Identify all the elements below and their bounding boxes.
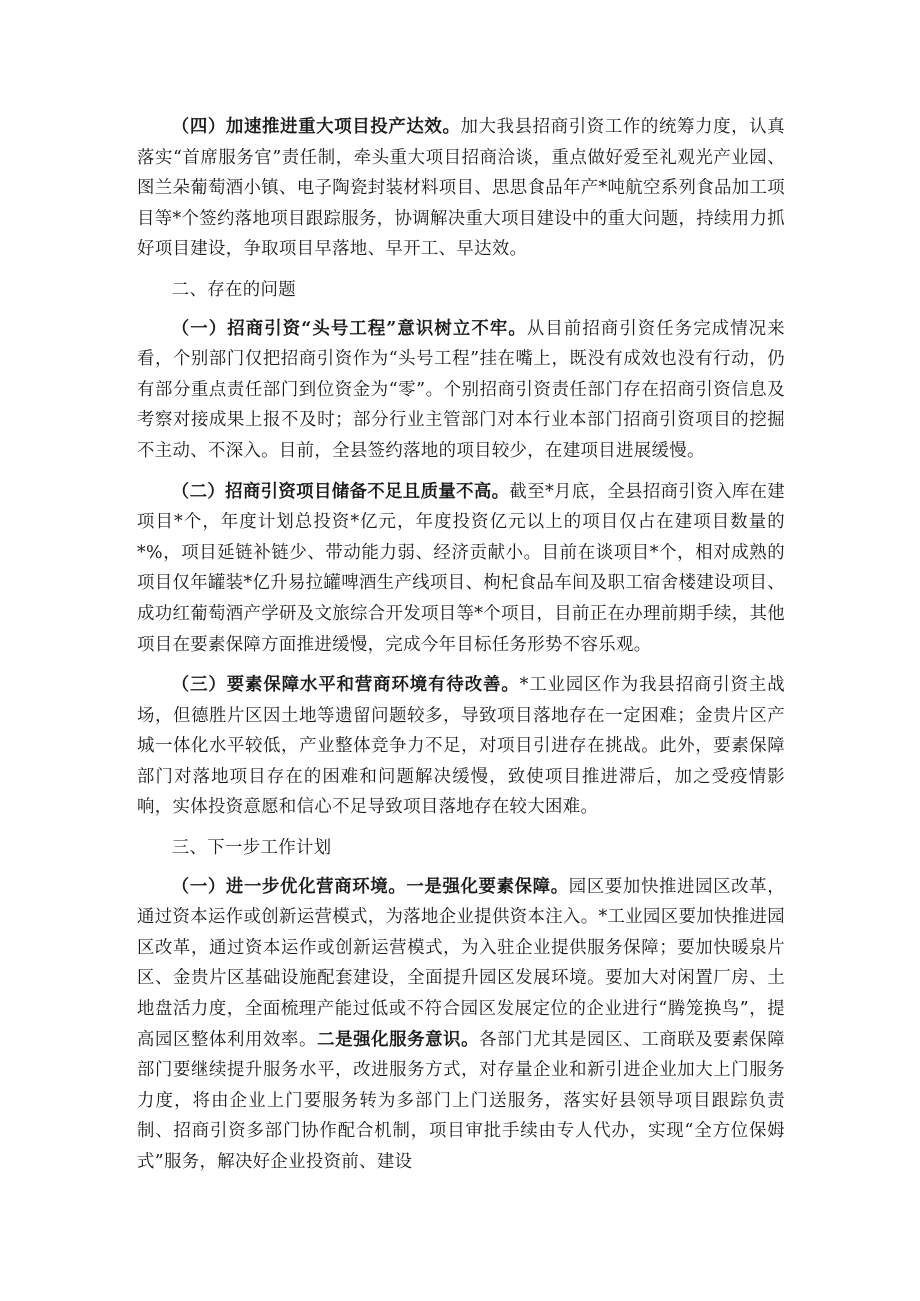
section-3-sub-2-heading: 二是强化服务意识。 bbox=[317, 1029, 480, 1050]
section-2-paragraph-2 bbox=[137, 477, 785, 661]
section-3-sub-2-body: 各部门尤其是园区、工商联及要素保障部门要继续提升服务水平，改进服务方式，对存量企业和新引进企业加大上门服务力度，将由企业上门要服务转为多部门上门送服务，落实好县领导项目跟踪负责制、招商引资多部门协作配合机制，项目审批手续由专人代办，实现“全方位保姆式”服务，解决好企业投资前、建设 bbox=[137, 1029, 785, 1172]
section-2-paragraph-1-heading: （一）招商引资“头号工程”意识树立不牢。 bbox=[171, 318, 527, 339]
section-3-sub-1-heading: 一是强化要素保障。 bbox=[406, 876, 569, 897]
section-3-paragraph-1-heading: （一）进一步优化营商环境。 bbox=[171, 876, 407, 897]
paragraph-4-heading: （四）加速推进重大项目投产达效。 bbox=[171, 117, 461, 137]
section-2-paragraph-2-body: 截至*月底，全县招商引资入库在建项目*个，年度计划总投资*亿元，年度投资亿元以上的项目仅占在建项目数量的*%，项目延链补链少、带动能力弱、经济贡献小。目前在谈项目*个，相对成熟的项目仅年罐装*亿升易拉罐啤酒生产线项目、枸杞食品车间及职工宿舍楼建设项目、成功红葡萄酒产学研及文旅综合开发项目等*个项目，目前正在办理前期手续，其他项目在要素保障方面推进缓慢，完成今年目标任务形势不容乐观。 bbox=[137, 481, 786, 655]
section-2-paragraph-3 bbox=[137, 670, 785, 823]
section-2-paragraph-3-body: *工业园区作为我县招商引资主战场，但德胜片区因土地等遗留问题较多，导致项目落地存在一定困难；金贵片区产城一体化水平较低，产业整体竞争力不足，对项目引进存在挑战。此外，要素保障部门对落地项目存在的困难和问题解决缓慢，致使项目推进滞后，加之受疫情影响，实体投资意愿和信心不足导致项目落地存在较大困难。 bbox=[137, 675, 785, 818]
section-3-title: 三、下一步工作计划 bbox=[171, 838, 332, 859]
document-page bbox=[137, 112, 785, 1178]
section-2-title: 二、存在的问题 bbox=[171, 279, 296, 300]
section-2-paragraph-3-heading: （三）要素保障水平和营商环境有待改善。 bbox=[171, 675, 520, 696]
section-3-sub-1-body: 园区要加快推进园区改革，通过资本运作或创新运营模式，为落地企业提供资本注入。*工业园区要加快推进园区改革，通过资本运作或创新运营模式，为入驻企业提供服务保障；要加快暖泉片区、金贵片区基础设施配套建设，全面提升园区发展环境。要加大对闲置厂房、土地盘活力度，全面梳理产能过低或不符合园区发展定位的企业进行“腾笼换鸟”，提高园区整体利用效率。 bbox=[137, 876, 786, 1050]
paragraph-4 bbox=[137, 112, 785, 265]
section-3-paragraph-1 bbox=[137, 872, 785, 1178]
paragraph-4-body: 加大我县招商引资工作的统筹力度，认真落实“首席服务官”责任制，牵头重大项目招商洽谈，重点做好爱至礼观光产业园、图兰朵葡萄酒小镇、电子陶瓷封装材料项目、思思食品年产*吨航空系列食品加工项目等*个签约落地项目跟踪服务，协调解决重大项目建设中的重大问题，持续用力抓好项目建设，争取项目早落地、早开工、早达效。 bbox=[137, 117, 785, 260]
section-2-paragraph-1 bbox=[137, 314, 785, 467]
section-2-paragraph-2-heading: （二）招商引资项目储备不足且质量不高。 bbox=[171, 481, 510, 502]
section-2-paragraph-1-body: 从目前招商引资任务完成情况来看，个别部门仅把招商引资作为“头号工程”挂在嘴上，既没有成效也没有行动，仍有部分重点责任部门到位资金为“零”。个别招商引资责任部门存在招商引资信息及考察对接成果上报不及时；部分行业主管部门对本行业本部门招商引资项目的挖掘不主动、不深入。目前，全县签约落地的项目较少，在建项目进展缓慢。 bbox=[137, 318, 785, 461]
